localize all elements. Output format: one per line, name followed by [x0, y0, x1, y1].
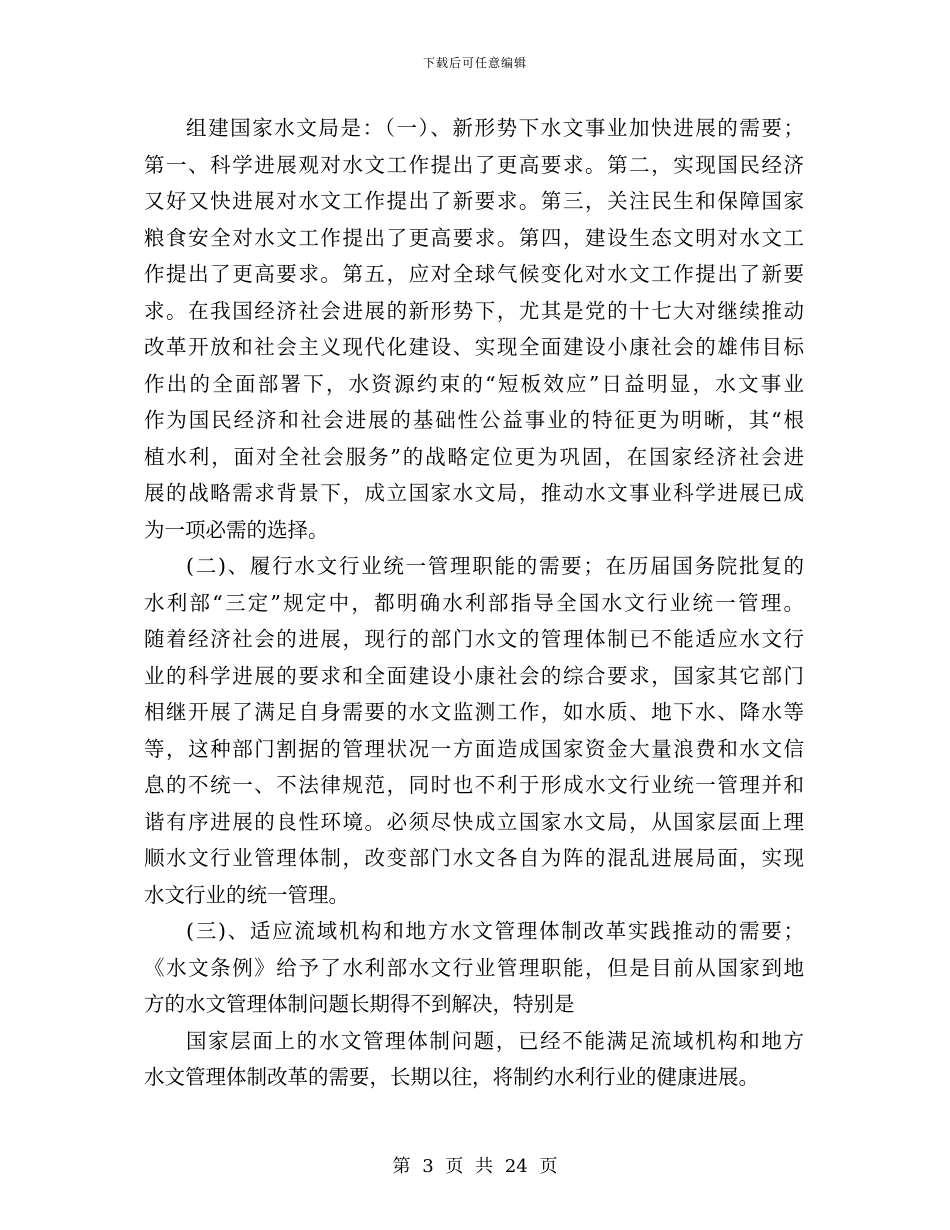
paragraph — [144, 110, 804, 548]
paragraph-line: 粮食安全对水文工作提出了更高要求。第四，建设生态文明对水文工 — [144, 225, 804, 250]
paragraph-line: 作提出了更高要求。第五，应对全球气候变化对水文工作提出了新要 — [144, 262, 804, 286]
paragraph-line: (二)、履行水文行业统一管理职能的需要；在历届国务院批复的 — [186, 554, 804, 578]
paragraph-line: 组建国家水文局是：（一）、新形势下水文事业加快进展的需要； — [186, 116, 804, 140]
paragraph-line: 为一项必需的选择。 — [144, 517, 329, 542]
paragraph-line: 国家层面上的水文管理体制问题，已经不能满足流域机构和地方 — [186, 1028, 804, 1053]
paragraph-line: 第一、科学进展观对水文工作提出了更高要求。第二，实现国民经济 — [144, 152, 804, 177]
paragraph-line: 顺水文行业管理体制，改变部门水文各自为阵的混乱进展局面，实现 — [144, 846, 804, 870]
paragraph — [144, 548, 804, 913]
paragraph-line: 作出的全面部署下，水资源约束的“短板效应”日益明显，水文事业 — [144, 371, 804, 396]
paragraph-line: 等，这种部门割据的管理状况一方面造成国家资金大量浪费和水文信 — [144, 736, 804, 761]
paragraph — [144, 913, 804, 1023]
paragraph-line: 方的水文管理体制问题长期得不到解决，特别是 — [144, 992, 575, 1016]
paragraph-line: 水利部“三定”规定中，都明确水利部指导全国水文行业统一管理。 — [144, 590, 804, 615]
paragraph — [144, 1023, 804, 1096]
paragraph-line: 《水文条例》给予了水利部水文行业管理职能，但是目前从国家到地 — [144, 955, 804, 980]
paragraph-line: 作为国民经济和社会进展的基础性公益事业的特征更为明晰，其“根 — [144, 408, 804, 432]
document-body — [144, 110, 804, 1096]
paragraph-line: 展的战略需求背景下，成立国家水文局，推动水文事业科学进展已成 — [144, 481, 804, 505]
paragraph-line: 水文行业的统一管理。 — [144, 882, 349, 907]
paragraph-line: 相继开展了满足自身需要的水文监测工作，如水质、地下水、降水等 — [144, 700, 804, 724]
paragraph-line: 随着经济社会的进展，现行的部门水文的管理体制已不能适应水文行 — [144, 627, 804, 651]
paragraph-line: 谐有序进展的良性环境。必须尽快成立国家水文局，从国家层面上理 — [144, 809, 804, 834]
paragraph-line: 业的科学进展的要求和全面建设小康社会的综合要求，国家其它部门 — [144, 663, 804, 688]
paragraph-line: 水文管理体制改革的需要，长期以往，将制约水利行业的健康进展。 — [144, 1065, 759, 1089]
paragraph-line: 求。在我国经济社会进展的新形势下，尤其是党的十七大对继续推动 — [144, 298, 804, 323]
paragraph-line: 改革开放和社会主义现代化建设、实现全面建设小康社会的雄伟目标 — [144, 335, 804, 359]
paragraph-line: 息的不统一、不法律规范，同时也不利于形成水文行业统一管理并和 — [144, 773, 804, 797]
paragraph-line: 又好又快进展对水文工作提出了新要求。第三，关注民生和保障国家 — [144, 189, 804, 213]
paragraph-line: (三)、适应流域机构和地方水文管理体制改革实践推动的需要； — [186, 919, 804, 943]
page-number-footer: 第 3 页 共 24 页 — [392, 1156, 558, 1177]
paragraph-line: 植水利，面对全社会服务”的战略定位更为巩固，在国家经济社会进 — [144, 444, 804, 469]
page-header: 下载后可任意编辑 — [422, 56, 527, 70]
